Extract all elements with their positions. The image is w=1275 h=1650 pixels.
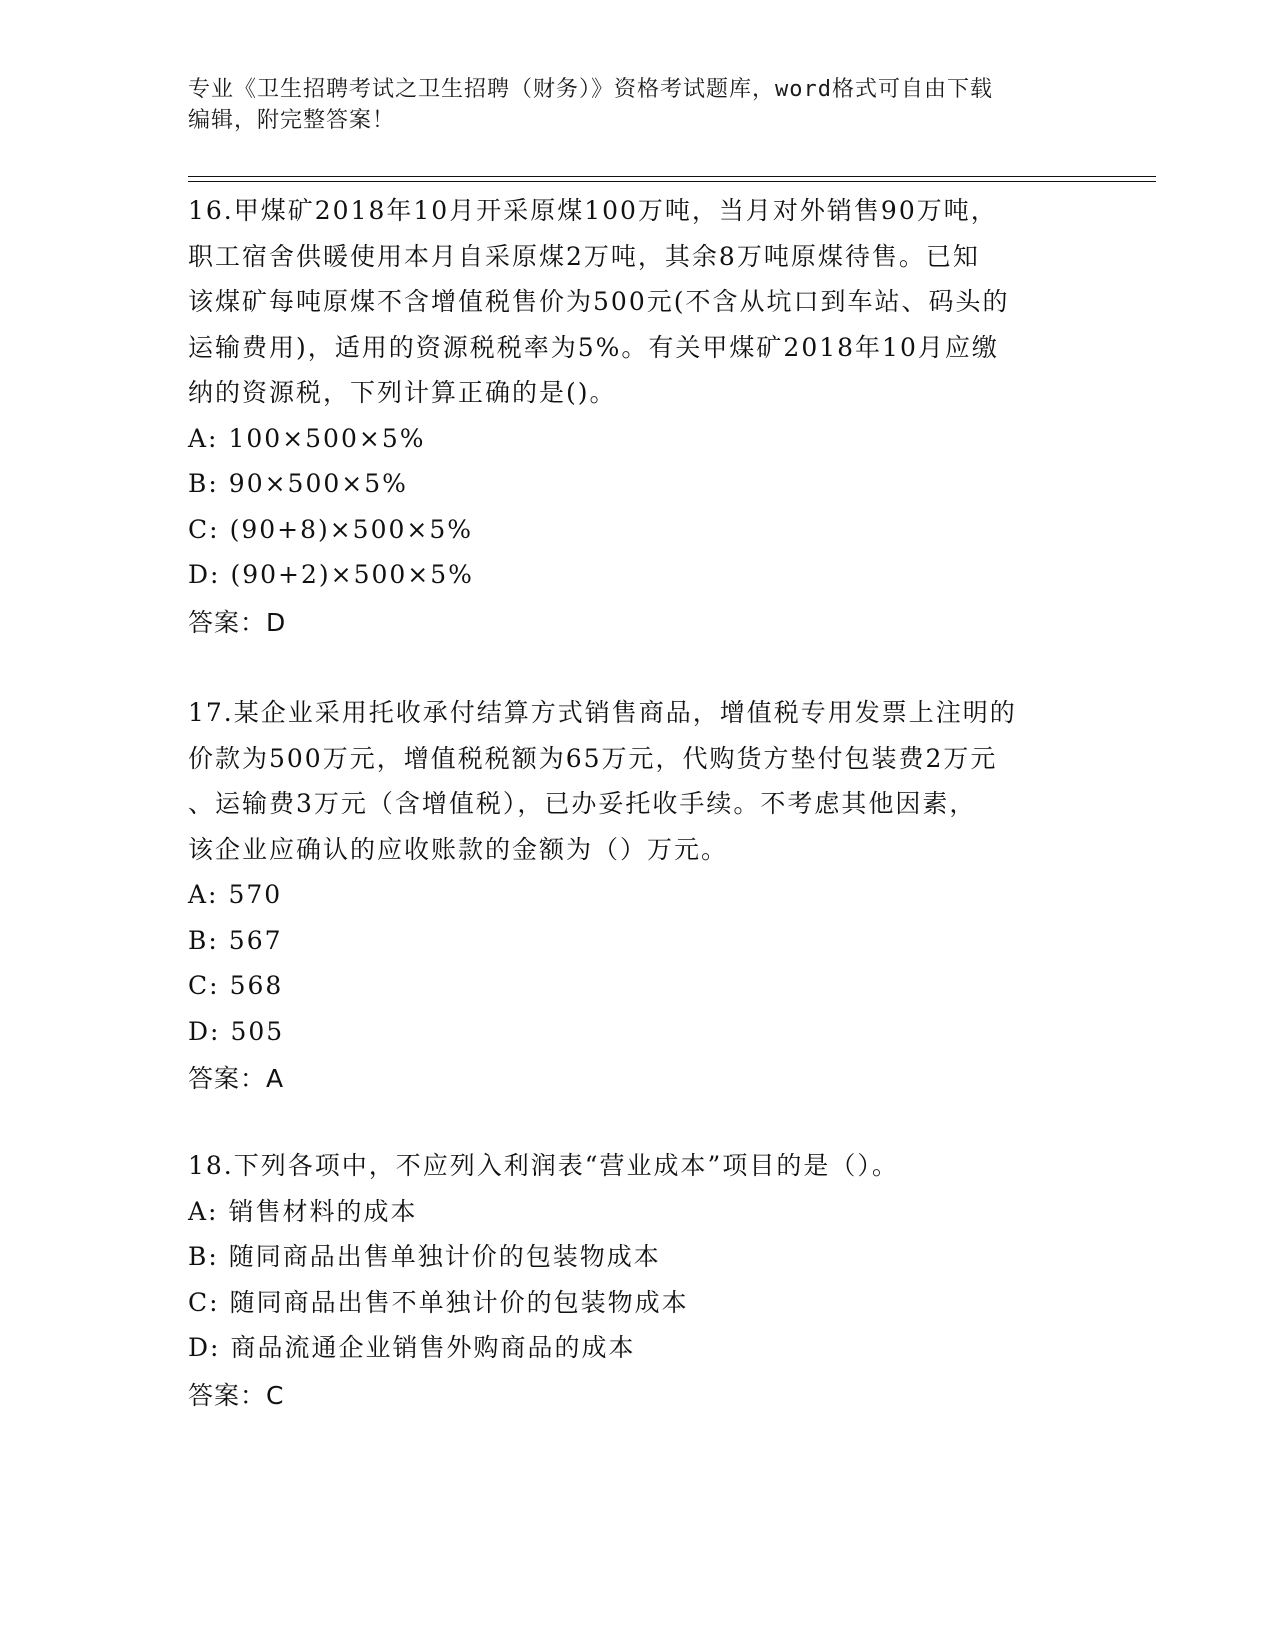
option-text: 销售材料的成本 (228, 1196, 418, 1226)
option-c (188, 1280, 1088, 1326)
option-label: D: (188, 560, 221, 589)
question-stem-line: 、运输费3万元（含增值税），已办妥托收手续。不考虑其他因素， (188, 789, 977, 818)
header-divider-top (188, 176, 1156, 177)
question-stem-line: 该企业应确认的应收账款的金额为（）万元。 (188, 834, 729, 864)
option-b (188, 461, 1088, 507)
option-label: A: (188, 880, 219, 909)
header-line-1: 专业《卫生招聘考试之卫生招聘（财务）》资格考试题库，word格式可自由下载 (188, 77, 993, 102)
option-text: 随同商品出售不单独计价的包装物成本 (229, 1287, 689, 1317)
option-b (188, 918, 1088, 964)
option-text: (90+2)×500×5% (230, 560, 474, 589)
option-label: B: (188, 469, 219, 498)
option-c (188, 507, 1088, 553)
question-stem-line: 16.甲煤矿2018年10月开采原煤100万吨，当月对外销售90万吨， (188, 196, 998, 225)
option-label: D: (188, 1016, 221, 1046)
header-line-2: 编辑，附完整答案！ (188, 108, 396, 133)
question-18 (188, 1143, 1088, 1418)
option-text: (90+8)×500×5% (229, 514, 474, 544)
answer-line: 答案：D (188, 607, 287, 637)
question-stem-line: 18.下列各项中，不应列入利润表“营业成本”项目的是（）。 (188, 1151, 899, 1180)
option-text: 505 (230, 1016, 285, 1046)
question-stem-line: 价款为500万元，增值税税额为65万元，代购货方垫付包装费2万元 (188, 743, 998, 773)
option-label: C: (188, 1287, 220, 1317)
answer-line: 答案：C (188, 1380, 285, 1410)
option-label: C: (188, 514, 220, 544)
question-stem-line: 纳的资源税，下列计算正确的是()。 (188, 378, 617, 407)
option-label: B: (188, 925, 219, 955)
option-d (188, 1009, 1088, 1055)
option-label: C: (188, 971, 220, 1000)
question-17 (188, 690, 1088, 1102)
option-a (188, 872, 1088, 918)
question-stem-line: 17.某企业采用托收承付结算方式销售商品，增值税专用发票上注明的 (188, 698, 1017, 727)
question-16 (188, 188, 1088, 645)
option-text: 商品流通企业销售外购商品的成本 (230, 1333, 636, 1362)
question-stem-line: 运输费用)，适用的资源税税率为5%。有关甲煤矿2018年10月应缴 (188, 332, 999, 362)
answer-line: 答案：A (188, 1064, 285, 1093)
option-c (188, 963, 1088, 1009)
option-text: 570 (228, 880, 283, 909)
question-stem-line: 该煤矿每吨原煤不含增值税售价为500元(不含从坑口到车站、码头的 (188, 287, 1010, 316)
question-stem-line: 职工宿舍供暖使用本月自采原煤2万吨，其余8万吨原煤待售。已知 (188, 241, 980, 271)
option-d (188, 1325, 1088, 1371)
option-text: 567 (228, 925, 283, 955)
option-d (188, 552, 1088, 598)
option-a (188, 416, 1088, 462)
option-text: 568 (229, 971, 284, 1000)
option-a (188, 1189, 1088, 1235)
option-text: 100×500×5% (228, 423, 426, 453)
option-label: A: (188, 1196, 219, 1226)
option-label: A: (188, 423, 219, 453)
option-label: B: (188, 1242, 219, 1271)
document-header (188, 74, 1068, 136)
option-b (188, 1234, 1088, 1280)
header-divider-bottom (188, 181, 1156, 182)
option-label: D: (188, 1333, 221, 1362)
option-text: 随同商品出售单独计价的包装物成本 (228, 1242, 661, 1271)
option-text: 90×500×5% (228, 469, 408, 498)
